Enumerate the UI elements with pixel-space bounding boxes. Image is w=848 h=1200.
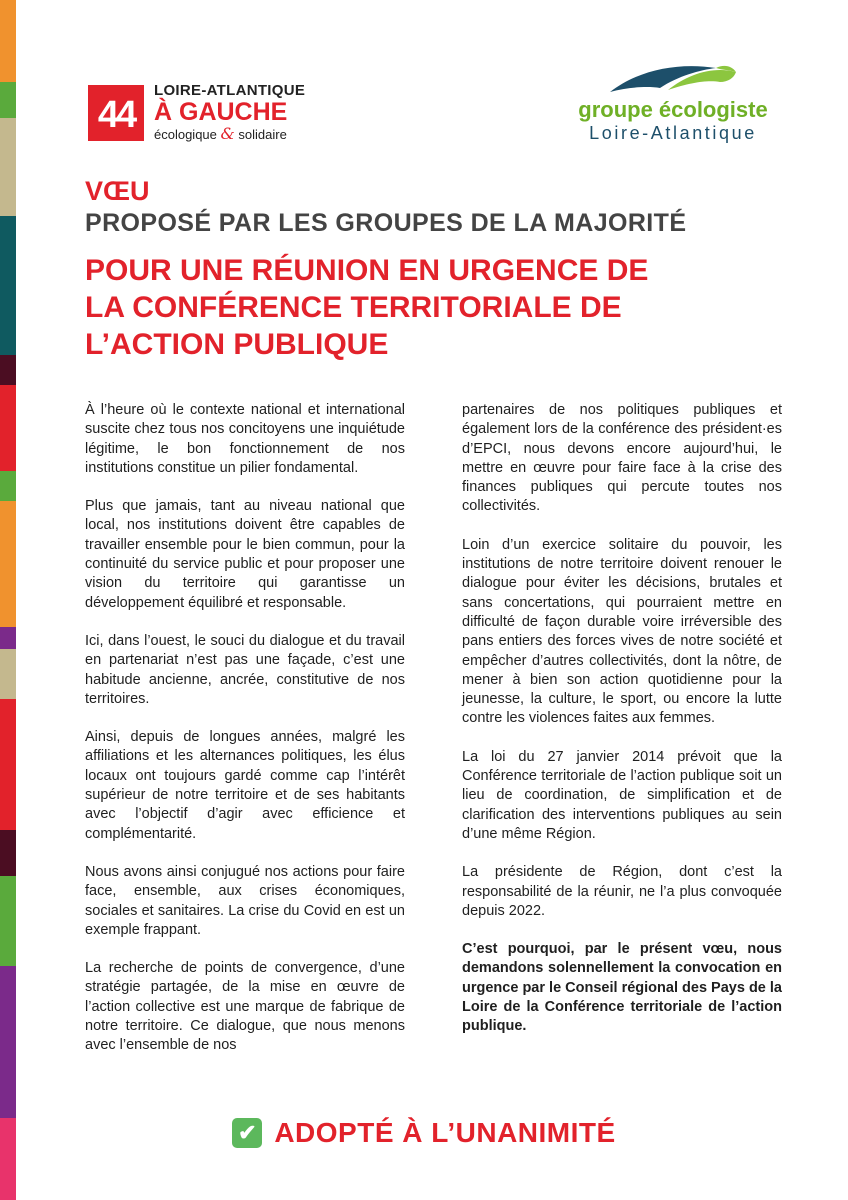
logo-44-word-ecologique: écologique: [154, 127, 217, 142]
document-title: [85, 252, 785, 363]
body-paragraph: La loi du 27 janvier 2014 prévoit que la Conférence territoriale de l’action publique soit un lieu de coordination, de simplification et de clarification des interventions publiques au sein d’une même Région.: [462, 748, 782, 842]
body-paragraph: À l’heure où le contexte national et international suscite chez tous nos concitoyens une inquiétude légitime, le bon fonctionnement de nos institutions constitue un pilier fondamental.: [85, 402, 405, 476]
body-paragraph: La présidente de Région, dont c’est la responsabilité de la réunir, ne l’a plus convoquée depuis 2022.: [462, 864, 782, 919]
title-line: LA CONFÉRENCE TERRITORIALE DE: [85, 291, 622, 324]
logo-loire-atlantique-a-gauche: [88, 82, 305, 143]
body-column-left: [85, 401, 405, 1075]
adoption-status: ADOPTÉ À L’UNANIMITÉ: [274, 1117, 616, 1148]
body-paragraph: Ici, dans l’ouest, le souci du dialogue et du travail en partenariat n’est pas une façade, c’est une habitude ancienne, ancrée, constitutive de nos territoires.: [85, 632, 405, 707]
stripe-segment: [0, 876, 16, 966]
document-subtitle: PROPOSÉ PAR LES GROUPES DE LA MAJORITÉ: [85, 209, 687, 237]
stripe-segment: [0, 385, 16, 471]
body-paragraph: Nous avons ainsi conjugué nos actions pour faire face, ensemble, aux crises économiques, sociales et sanitaires. La crise du Covid en est un exemple frappant.: [85, 863, 405, 938]
stripe-segment: [0, 966, 16, 1118]
logo-44-line2: À GAUCHE: [154, 98, 288, 126]
body-paragraph: La recherche de points de convergence, d’une stratégie partagée, de la mise en œuvre de l’action collective est une marque de fabrique de notre territoire. Ce dialogue, que nous menons avec l’ensemble de nos: [85, 960, 405, 1054]
title-line: POUR UNE RÉUNION EN URGENCE DE: [85, 254, 649, 287]
check-mark-icon: ✔: [232, 1118, 262, 1148]
body-paragraph: Plus que jamais, tant au niveau national que local, nos institutions doivent être capables de travailler ensemble pour le bien commun, pour la continuité du service public et pour proposer une vision du territoire qui garantisse un développement équilibré et responsable.: [85, 498, 405, 611]
stripe-segment: [0, 627, 16, 649]
stripe-segment: [0, 830, 16, 876]
title-line: L’ACTION PUBLIQUE: [85, 328, 389, 361]
logo-44-graphic: [88, 85, 144, 141]
stripe-segment: [0, 216, 16, 355]
adoption-banner: [0, 1117, 848, 1149]
logo-eco-line2: Loire-Atlantique: [589, 123, 757, 143]
logo-44-line1: LOIRE-ATLANTIQUE: [154, 82, 306, 99]
logo-44-line3: [154, 126, 305, 143]
stripe-segment: [0, 699, 16, 830]
stripe-segment: [0, 118, 16, 216]
stripe-segment: [0, 0, 16, 82]
logo-44-mark: [88, 85, 144, 141]
logo-groupe-ecologiste: [568, 62, 778, 144]
body-paragraph: partenaires de nos politiques publiques et également lors de la conférence des président·es d’EPCI, nous devons encore aujourd’hui, le mettre en œuvre pour faire face à la crise des finances publiques qui percute toutes nos collectivités.: [462, 402, 782, 515]
logo-44-word-solidaire: solidaire: [238, 127, 287, 142]
stripe-segment: [0, 355, 16, 385]
logo-44-text: [154, 82, 305, 143]
logo-44-ampersand: &: [220, 124, 235, 143]
logo-44-digits: 44: [97, 93, 135, 136]
body-paragraph: Ainsi, depuis de longues années, malgré les affiliations et les alternances politiques, les élus locaux ont toujours gardé comme cap l’intérêt supérieur de notre territoire et de ses habitants avec l’objectif d’agir avec efficience et complémentarité.: [85, 729, 405, 842]
body-column-right: [462, 401, 782, 1056]
body-paragraph: Loin d’un exercice solitaire du pouvoir, les institutions de notre territoire doivent renouer le dialogue pour éviter les décisions, brutales et sans concertations, qui pourraient mettre en difficulté de façon durable voire irréversible des pans entiers des forces vives de notre société et empêcher d’autres collectivités, dont la nôtre, de mener à bien son action quotidienne pour la jeunesse, la culture, le sport, ou encore la lutte contre les violences faites aux femmes.: [462, 536, 782, 727]
wave-icon: [608, 62, 738, 96]
logo-eco-line1: groupe écologiste: [578, 97, 768, 122]
stripe-segment: [0, 471, 16, 501]
stripe-segment: [0, 82, 16, 118]
document-type-heading: VŒU: [85, 176, 150, 206]
decorative-color-stripe: [0, 0, 16, 1200]
stripe-segment: [0, 649, 16, 699]
resolution-paragraph: C’est pourquoi, par le présent vœu, nous demandons solennellement la convocation en urgence par le Conseil régional des Pays de la Loire de la Conférence territoriale de l’action publique.: [462, 941, 782, 1035]
stripe-segment: [0, 501, 16, 627]
